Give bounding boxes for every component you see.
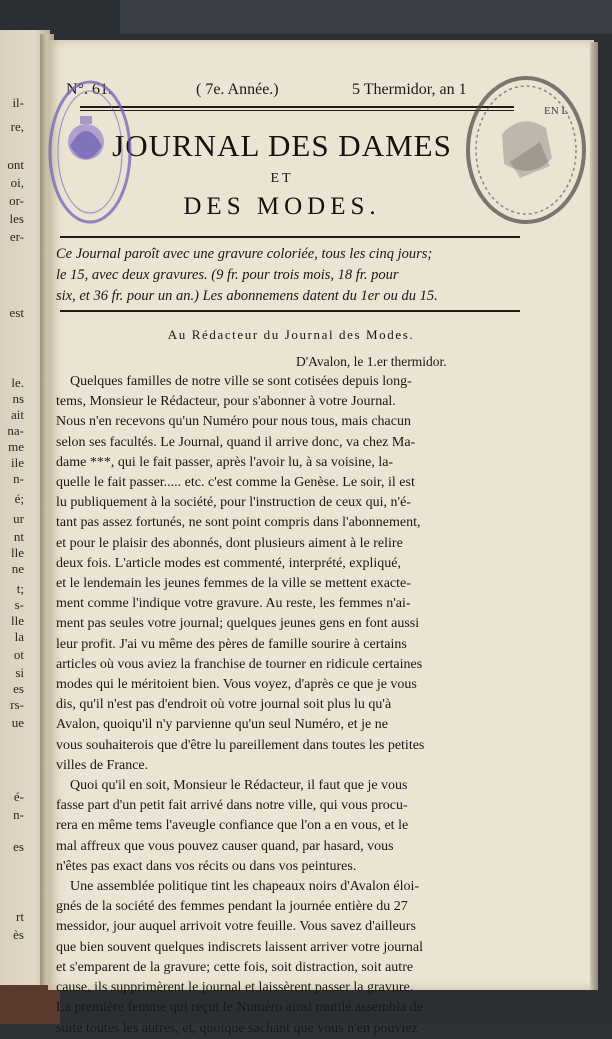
letter-line: rera en même tems l'aveugle confiance que l'on a en vous, et le [56, 818, 409, 834]
letter-line: tant pas assez fortunés, ne sont point compris dans l'abonnement, [56, 515, 421, 531]
left-page-fragment: ot [13, 647, 24, 662]
left-page-fragment: rs- [10, 697, 24, 712]
left-page-fragment: lle [11, 545, 24, 560]
masthead-conjunction: ET [270, 171, 294, 186]
letter-line: deux fois. L'article modes est commenté, interprété, expliqué, [56, 555, 402, 571]
letter-line: quelle le fait passer..... etc. c'est comme la Genèse. Le soir, il est [56, 475, 415, 491]
left-page-fragment: é; [14, 491, 24, 506]
letter-line: articles où vous aviez la franchise de tourner en ridicule certaines [56, 656, 423, 672]
letter-dateline: D'Avalon, le 1.er thermidor. [296, 354, 447, 369]
left-page-fragment: rt [16, 909, 24, 924]
letter-line: n'êtes pas exact dans vos récits ou dans vos peintures. [56, 858, 357, 874]
notice-line: le 15, avec deux gravures. (9 fr. pour trois mois, 18 fr. pour [56, 267, 399, 283]
issue-year: ( 7e. Année.) [196, 81, 279, 98]
left-page-fragment: s- [14, 597, 24, 612]
letter-line: tems, Monsieur le Rédacteur, pour s'abonner à votre Journal. [56, 394, 396, 410]
letter-line: messidor, jour auquel arrivoit votre feuille. Vous savez d'ailleurs [56, 919, 416, 935]
letter-line: cause, ils supprimèrent le journal et laissèrent passer la gravure. [56, 980, 414, 996]
letter-body [56, 372, 526, 1039]
left-page-fragment: lle [11, 613, 24, 628]
notice-line: six, et 36 fr. pour un an.) Les abonnemens datent du 1er ou du 15. [56, 288, 438, 304]
left-page-fragment: ile [11, 455, 24, 470]
issue-date: 5 Thermidor, an 1 [352, 81, 467, 98]
left-page-fragment: le. [11, 375, 24, 390]
left-page-fragment: es [13, 839, 24, 854]
letter-line: ment comme l'indique votre gravure. Au reste, les femmes n'ai- [56, 596, 411, 612]
left-page-fragment: ait [11, 407, 24, 422]
notice-line: Ce Journal paroît avec une gravure coloriée, tous les cinq jours; [56, 246, 433, 262]
letter-line: dis, qu'il n'est pas d'endroit où votre journal soit plus lu qu'à [56, 697, 392, 713]
left-page-fragment: ue [11, 715, 24, 730]
left-page-fragment: ur [13, 511, 24, 526]
left-page-fragment: me [8, 439, 24, 454]
left-page-fragment: les [9, 211, 24, 226]
book-binding-corner [0, 985, 60, 1024]
header-rule [80, 106, 514, 108]
left-page-fragment: er- [9, 229, 24, 244]
left-page-fragment: si [15, 665, 24, 680]
scanner-background-strip [120, 0, 612, 34]
left-page-fragment: est [9, 305, 24, 320]
letter-heading: Au Rédacteur du Journal des Modes. [167, 327, 415, 342]
left-page-fragment: n- [13, 471, 24, 486]
letter-line: lu publiquement à la société, pour l'instruction de ceux qui, n'é- [56, 495, 411, 511]
library-stamp-madrid [40, 76, 136, 226]
left-page-fragment: ne [11, 561, 24, 576]
subscription-notice [56, 244, 526, 307]
page-edge [590, 42, 598, 990]
letter-line: leur profit. J'ai vu même des pères de famille sourire à certains [56, 636, 407, 652]
left-page-fragment: é- [13, 789, 24, 804]
letter-line: suite toutes les autres, et, quoique sachant que vous n'en pouviez [56, 1020, 418, 1036]
letter-line: Avalon, quoiqu'il n'y parvienne qu'un seul Numéro, et je ne [56, 717, 388, 733]
letter-line: fasse part d'un petit fait arrivé dans notre ville, qui vous procu- [56, 798, 408, 814]
notice-rule-top [60, 236, 520, 238]
letter-line: mal affreux que vous pouvez causer quand, par hasard, vous [56, 838, 394, 854]
left-page-fragment: es [13, 681, 24, 696]
letter-line: modes qui le méritoient bien. Vous voyez, d'après ce que je vous [56, 677, 417, 693]
seal-text: EN L [544, 105, 569, 117]
left-page-fragment: nt [13, 529, 24, 544]
left-page-fragment: or- [9, 193, 24, 208]
letter-line: Quoi qu'il en soit, Monsieur le Rédacteur, il faut que je vous [70, 778, 408, 794]
left-page-fragment: t; [16, 581, 24, 596]
letter-line: Quelques familles de notre ville se sont cotisées depuis long- [70, 374, 412, 389]
left-page-fragment: ns [12, 391, 24, 406]
letter-line: et le lendemain les jeunes femmes de la ville se mettent exacte- [56, 576, 411, 592]
left-page-fragment: re, [10, 119, 24, 134]
left-page-fragment: na- [7, 423, 24, 438]
header-rule-thin [80, 110, 514, 111]
letter-line: Une assemblée politique tint les chapeaux noirs d'Avalon éloi- [70, 879, 420, 895]
notice-rule-bottom [60, 310, 520, 312]
letter-line: ment pas seules votre journal; quelques jeunes gens en font aussi [56, 616, 420, 632]
letter-line: que bien souvent quelques indiscrets laissent arriver votre journal [56, 939, 424, 955]
letter-line: et pour le plaisir des abonnés, dont plusieurs aiment à le relire [56, 535, 403, 551]
library-seal [462, 74, 588, 226]
issue-number: N°. 61. [66, 81, 112, 98]
left-page-fragment: ès [13, 927, 24, 942]
left-page-fragment: ont [7, 157, 24, 172]
letter-line: La première femme qui reçut le Numéro ainsi mutilé assembla de [56, 1000, 423, 1016]
masthead-subtitle: DES MODES. [183, 193, 381, 220]
left-page-fragment: la [14, 629, 24, 644]
letter-line: villes de France. [56, 757, 149, 773]
left-page-fragment: il- [12, 95, 24, 110]
left-page-fragment: oi, [10, 175, 24, 190]
left-page-fragment: n- [13, 807, 24, 822]
letter-line: selon ses facultés. Le Journal, quand il arrive donc, va chez Ma- [56, 434, 416, 450]
letter-line: Nous n'en recevons qu'un Numéro pour nous tous, mais chacun [56, 414, 411, 430]
letter-line: gnés de la société des femmes pendant la journée entière du 27 [56, 899, 408, 915]
letter-line: et s'emparent de la gravure; cette fois, soit distraction, soit autre [56, 959, 414, 975]
letter-line: vous souhaiterois que d'être lu pareillement dans toutes les petites [56, 737, 425, 753]
masthead-title: JOURNAL DES DAMES [112, 128, 452, 163]
letter-line: dame ***, qui le fait passer, après l'avoir lu, à sa voisine, la- [56, 454, 394, 470]
